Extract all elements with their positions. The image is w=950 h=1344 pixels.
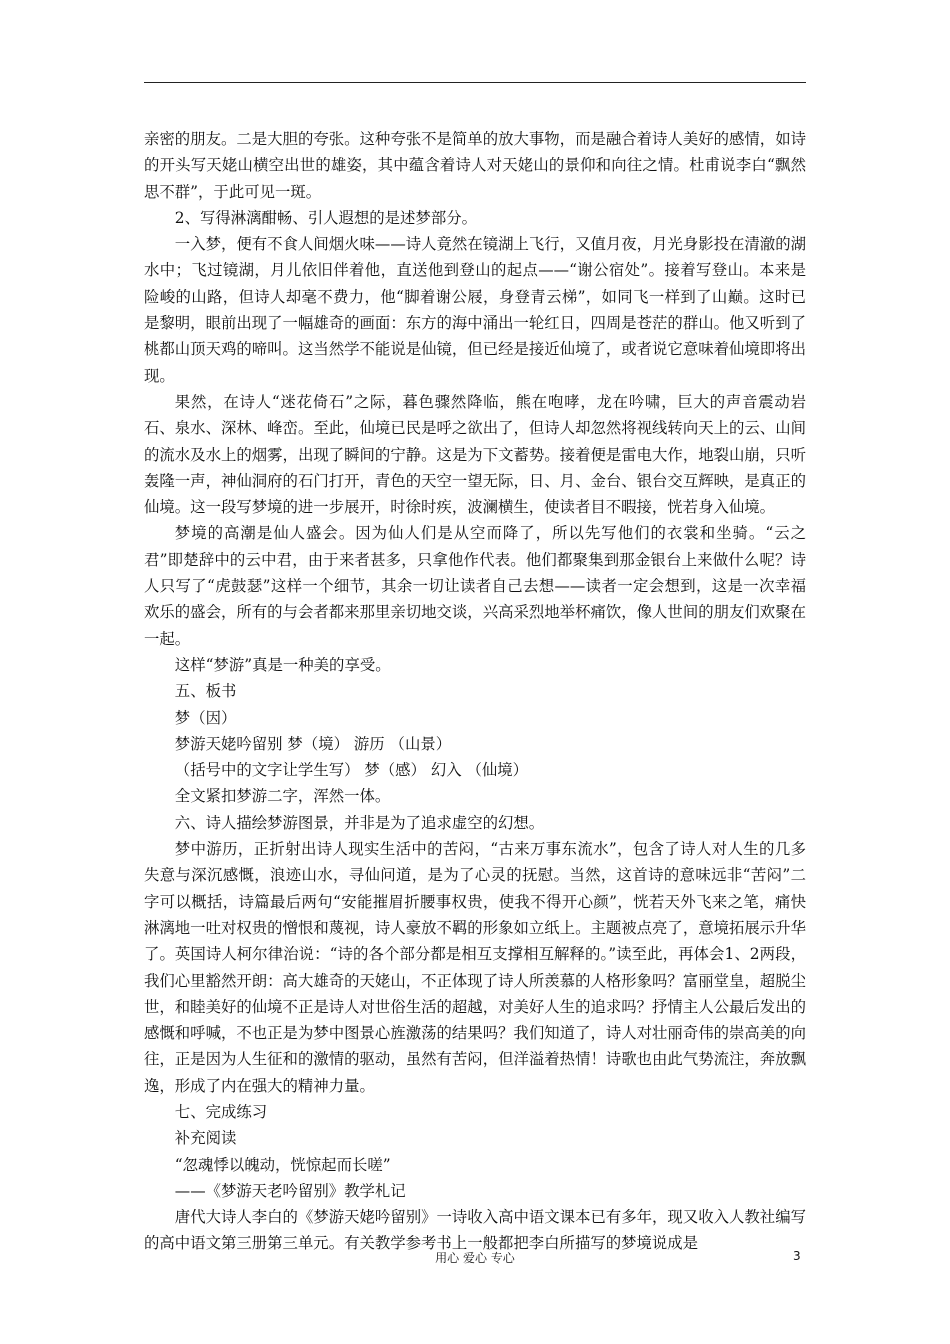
paragraph: 梦境的高潮是仙人盛会。因为仙人们是从空而降了，所以先写他们的衣裳和坐骑。“云之君”即楚辞中的云中君，由于来者甚多，只拿他作代表。他们都聚集到那金银台上来做什么呢？诗人只写了“虎鼓瑟”这样一个细节，其余一切让读者自己去想——读者一定会想到，这是一次幸福欢乐的盛会，所有的与会者都来那里亲切地交谈，兴高采烈地举杯痛饮，像人世间的朋友们欢聚在一起。 (144, 524, 806, 648)
article-subtitle: ——《梦游天老吟留别》教学札记 (174, 1181, 406, 1200)
section-heading: 2、写得淋漓酣畅、引人遐想的是述梦部分。 (174, 208, 478, 227)
paragraph: 这样“梦游”真是一种美的享受。 (174, 655, 391, 674)
paragraph: 全文紧扣梦游二字，浑然一体。 (174, 787, 391, 806)
section-heading: 五、板书 (174, 682, 237, 701)
paragraph: 一入梦，便有不食人间烟火味——诗人竟然在镜湖上飞行，又值月夜，月光身影投在清澈的湖水中；飞过镜湖，月儿依旧伴着他，直送他到登山的起点——“谢公宿处”。接着写登山。本来是险峻的山路，但诗人却毫不费力，他“脚着谢公屐，身登青云梯”，如同飞一样到了山巅。这时已是黎明，眼前出现了一幅雄奇的画面：东方的海中涌出一轮红日，四周是苍茫的群山。他又听到了桃都山顶天鸡的啼叫。这当然学不能说是仙镜，但已经是接近仙境了，或者说它意味着仙境即将出现。 (144, 235, 806, 385)
document-body (144, 126, 806, 1257)
page-number: 3 (793, 1249, 801, 1263)
footer-motto: 用心 爱心 专心 (435, 1251, 515, 1265)
header-rule (144, 82, 806, 83)
paragraph: 梦中游历，正折射出诗人现实生活中的苦闷，“古来万事东流水”，包含了诗人对人生的几多失意与深沉感慨，浪迹山水，寻仙问道，是为了心灵的抚慰。当然，这首诗的意味远非“苦闷”二字可以概括，诗篇最后两句“安能摧眉折腰事权贵，使我不得开心颜”，恍若天外飞来之笔，痛快淋漓地一吐对权贵的憎恨和蔑视，诗人豪放不羁的形象如立纸上。主题被点亮了，意境拓展示升华了。英国诗人柯尔律治说：“诗的各个部分都是相互支撑相互解释的。”读至此，再体会1、2两段，我们心里豁然开朗：高大雄奇的天姥山，不正体现了诗人所羡慕的人格形象吗？富丽堂皇，超脱尘世，和睦美好的仙境不正是诗人对世俗生活的超越，对美好人生的追求吗？抒情主人公最后发出的感慨和呼喊，不也正是为梦中图景心旌激荡的结果吗？我们知道了，诗人对壮丽奇伟的崇高美的向往，正是因为人生征和的激情的驱动，虽然有苦闷，但洋溢着热情！诗歌也由此气势流注，奔放飘逸，形成了内在强大的精神力量。 (144, 840, 806, 1095)
paragraph: 亲密的朋友。二是大胆的夸张。这种夸张不是简单的放大事物，而是融合着诗人美好的感情，如诗的开头写天姥山横空出世的雄姿，其中蕴含着诗人对天姥山的景仰和向往之情。杜甫说李白“飘然思不群”，于此可见一斑。 (144, 130, 806, 201)
article-title: “忽魂悸以魄动，恍惊起而长嗟” (174, 1155, 391, 1174)
blackboard-line: （括号中的文字让学生写） 梦（感） 幻入 （仙境） (174, 761, 529, 780)
section-heading: 补充阅读 (174, 1129, 237, 1148)
page-footer (0, 1249, 950, 1269)
section-heading: 六、诗人描绘梦游图景，并非是为了追求虚空的幻想。 (174, 813, 545, 832)
paragraph: 果然，在诗人“迷花倚石”之际，暮色骤然降临，熊在咆哮，龙在吟啸，巨大的声音震动岩石、泉水、深林、峰峦。至此，仙境已民是呼之欲出了，但诗人却忽然将视线转向天上的云、山间的流水及水上的烟雾，出现了瞬间的宁静。这是为下文蓄势。接着便是雷电大作，地裂山崩，只听轰隆一声，神仙洞府的石门打开，青色的天空一望无际，日、月、金台、银台交互辉映，是真正的仙境。这一段写梦境的进一步展开，时徐时疾，波澜横生，使读者目不暇接，恍若身入仙境。 (144, 392, 806, 517)
blackboard-line: 梦（因） (174, 708, 237, 727)
blackboard-line: 梦游天姥吟留别 梦（境） 游历 （山景） (174, 734, 452, 753)
paragraph: 唐代大诗人李白的《梦游天姥吟留别》一诗收入高中语文课本已有多年，现又收入人教社编写的高中语文第三册第三单元。有关教学参考书上一般都把李白所描写的梦境说成是 (144, 1208, 806, 1253)
section-heading: 七、完成练习 (174, 1102, 268, 1121)
